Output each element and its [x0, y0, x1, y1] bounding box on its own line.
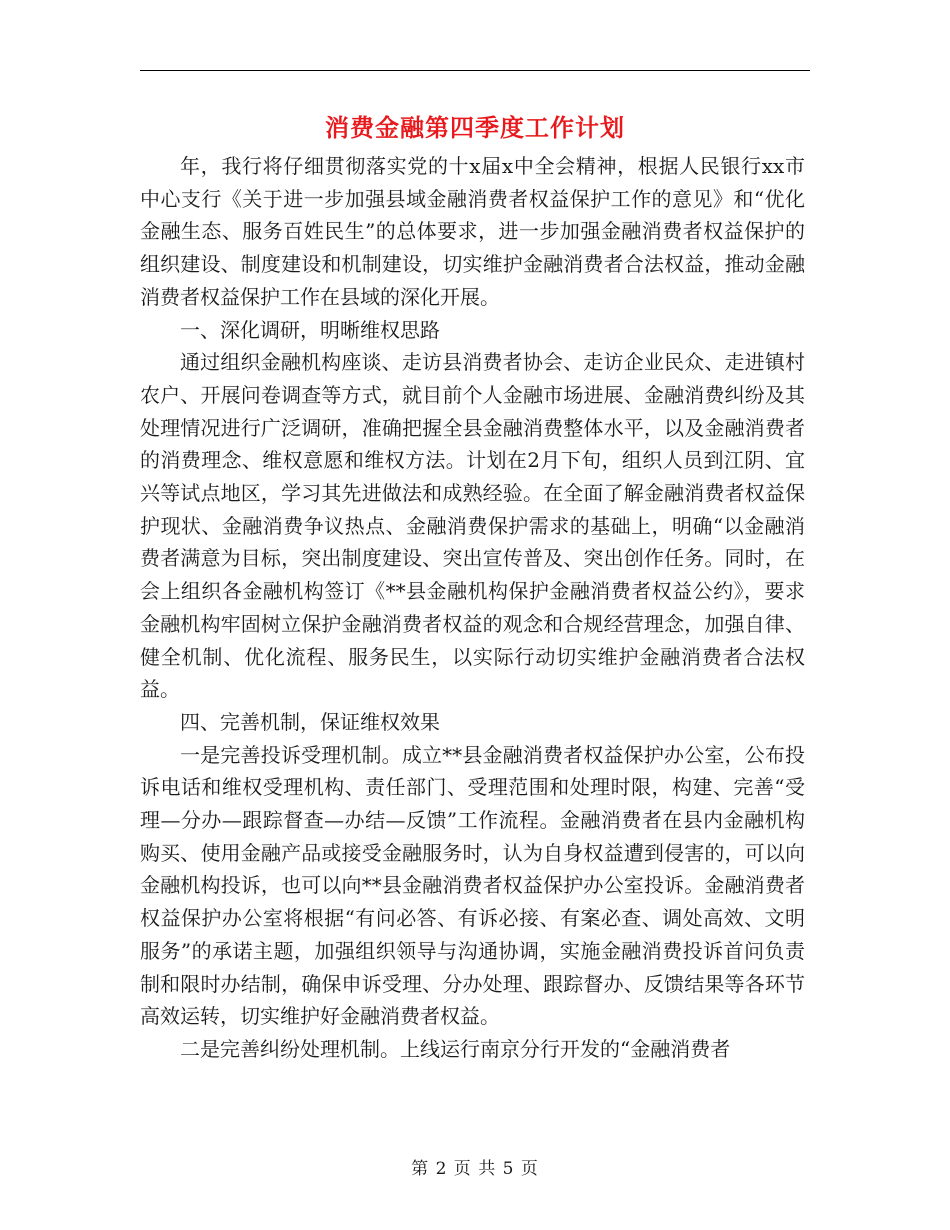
paragraph-dispute-mechanism: 二是完善纠纷处理机制。上线运行南京分行开发的“金融消费者: [180, 1036, 731, 1061]
document-title: 消费金融第四季度工作计划: [325, 114, 625, 142]
section-heading-1: 一、深化调研，明晰维权思路: [180, 317, 440, 342]
page-footer: 第 2 页 共 5 页: [411, 1159, 539, 1179]
paragraph-complaint-mechanism: 一是完善投诉受理机制。成立**县金融消费者权益保护办公室，公布投诉电话和维权受理机构、责任部门、受理范围和处理时限，构建、完善“受理—分办—跟踪督查—办结—反馈”工作流程。金融消费者在县内金融机构购买、使用金融产品或接受金融服务时，认为自身权益遭到侵害的，可以向金融机构投诉，也可以向**县金融消费者权益保护办公室投诉。金融消费者权益保护办公室将根据“有问必答、有诉必接、有案必查、调处高效、文明服务”的承诺主题，加强组织领导与沟通协调，实施金融消费投诉首问负责制和限时办结制，确保申诉受理、分办处理、跟踪督办、反馈结果等各环节高效运转，切实维护好金融消费者权益。: [140, 742, 805, 1029]
paragraph-intro: 年，我行将仔细贯彻落实党的十x届x中全会精神，根据人民银行xx市中心支行《关于进一步加强县域金融消费者权益保护工作的意见》和“优化金融生态、服务百姓民生”的总体要求，进一步加强金融消费者权益保护的组织建设、制度建设和机制建设，切实维护金融消费者合法权益，推动金融消费者权益保护工作在县域的深化开展。: [140, 154, 805, 309]
header-rule: [140, 70, 810, 71]
paragraph-research: 通过组织金融机构座谈、走访县消费者协会、走访企业民众、走进镇村农户、开展问卷调查等方式，就目前个人金融市场进展、金融消费纠纷及其处理情况进行广泛调研，准确把握全县金融消费整体水平，以及金融消费者的消费理念、维权意愿和维权方法。计划在2月下旬，组织人员到江阴、宜兴等试点地区，学习其先进做法和成熟经验。在全面了解金融消费者权益保护现状、金融消费争议热点、金融消费保护需求的基础上，明确“以金融消费者满意为目标，突出制度建设、突出宣传普及、突出创作任务。同时，在会上组织各金融机构签订《**县金融机构保护金融消费者权益公约》，要求金融机构牢固树立保护金融消费者权益的观念和合规经营理念，加强自律、健全机制、优化流程、服务民生，以实际行动切实维护金融消费者合法权益。: [140, 350, 805, 702]
document-body: [140, 150, 805, 1066]
section-heading-4: 四、完善机制，保证维权效果: [180, 709, 440, 734]
